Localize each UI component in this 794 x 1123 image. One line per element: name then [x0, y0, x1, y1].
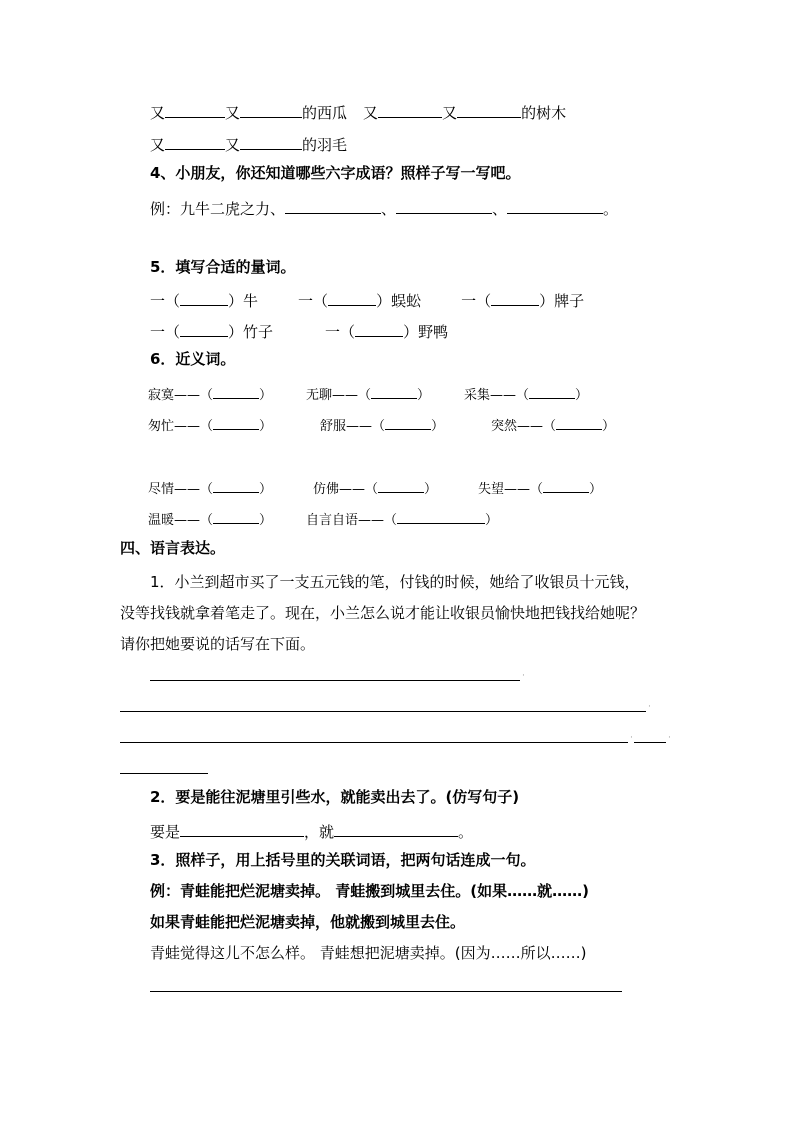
blank[interactable] [180, 822, 304, 837]
yi-open: 一（ [150, 323, 181, 341]
blank[interactable] [213, 480, 259, 493]
blank[interactable] [328, 291, 376, 306]
close: ） [539, 292, 555, 310]
sep: 、 [492, 200, 508, 218]
q6-title: 6．近义词。 [150, 350, 236, 368]
section-4-title: 四、语言表达。 [120, 539, 226, 557]
item-yeya: 野鸭 [418, 323, 449, 341]
sep: 、 [381, 200, 397, 218]
shumu-text: 的树木 [521, 104, 567, 122]
you-text: 又 [225, 104, 241, 122]
blank[interactable] [457, 103, 521, 118]
close: ） [403, 323, 419, 341]
syn-fangfu: 仿佛——（ ） [313, 482, 438, 497]
blank[interactable] [378, 103, 442, 118]
syn-jimo: 寂寞——（ ） [148, 388, 273, 403]
s4-q1-line-2: 没等找钱就拿着笔走了。现在，小兰怎么说才能让收银员愉快地把钱找给她呢？ [120, 604, 646, 622]
blank[interactable] [396, 199, 492, 214]
close: ） [228, 292, 244, 310]
s4-q2-fill [150, 822, 473, 840]
s4-q1-line-1: 1．小兰到超市买了一支五元钱的笔，付钱的时候，她给了收银员十元钱， [150, 573, 640, 591]
s4-q3-example: 例：青蛙能把烂泥塘卖掉。 青蛙搬到城里去住。(如果……就……) [150, 882, 589, 900]
blank[interactable] [385, 417, 431, 430]
syn-wennuan: 温暖——（ ） [148, 513, 273, 528]
end: 。 [603, 200, 619, 218]
blank[interactable] [240, 135, 302, 150]
q4-title: 4、小朋友，你还知道哪些六字成语？照样子写一写吧。 [150, 164, 521, 182]
syn-wuliao: 无聊——（ ） [306, 388, 431, 403]
s4-q3-answer: 如果青蛙能把烂泥塘卖掉，他就搬到城里去住。 [150, 913, 466, 931]
close: ） [376, 292, 392, 310]
s4-q3-task: 青蛙觉得这儿不怎么样。 青蛙想把泥塘卖掉。(因为……所以……) [150, 944, 587, 962]
answer-line[interactable] [150, 991, 622, 992]
answer-line[interactable] [150, 680, 520, 681]
blank[interactable] [334, 822, 458, 837]
para-mark: · [522, 671, 525, 681]
q2-b: ，就 [304, 823, 335, 841]
blank[interactable] [371, 386, 417, 399]
q5-row-2 [150, 322, 448, 340]
yi-open: 一（ [325, 323, 356, 341]
xigua-text: 的西瓜 [302, 104, 348, 122]
blank[interactable] [213, 417, 259, 430]
q5-row-1 [150, 291, 584, 309]
blank[interactable] [180, 291, 228, 306]
yi-open: 一（ [461, 292, 492, 310]
blank[interactable] [556, 417, 602, 430]
item-zhuzi: 竹子 [243, 323, 274, 341]
syn-shiwang: 失望——（ ） [478, 482, 603, 497]
answer-line[interactable] [120, 711, 646, 712]
blank[interactable] [180, 322, 228, 337]
you-text: 又 [150, 104, 166, 122]
para-mark: · [630, 733, 633, 743]
syn-caiji: 采集——（ ） [464, 388, 589, 403]
blank[interactable] [165, 103, 225, 118]
q2-a: 要是 [150, 823, 181, 841]
you-text: 又 [442, 104, 458, 122]
s4-q2-title: 2．要是能往泥塘里引些水，就能卖出去了。(仿写句子) [150, 788, 520, 806]
s4-q1-line-3: 请你把她要说的话写在下面。 [120, 635, 316, 653]
s4-q3-title: 3．照样子，用上括号里的关联词语，把两句话连成一句。 [150, 851, 536, 869]
item-niu: 牛 [243, 292, 259, 310]
blank[interactable] [355, 322, 403, 337]
answer-line[interactable] [120, 742, 628, 743]
item-paizi: 牌子 [554, 292, 585, 310]
you-text: 又 [363, 104, 379, 122]
answer-line[interactable] [634, 742, 666, 743]
blank[interactable] [397, 511, 485, 524]
answer-line[interactable] [120, 773, 208, 774]
you-text: 又 [150, 136, 166, 154]
blank[interactable] [491, 291, 539, 306]
yi-open: 一（ [150, 292, 181, 310]
blank[interactable] [165, 135, 225, 150]
para-mark: · [648, 702, 651, 712]
para-mark: · [668, 733, 671, 743]
syn-shufu: 舒服——（ ） [320, 419, 445, 434]
q4-example-line [150, 199, 618, 217]
syn-jinqing: 尽情——（ ） [148, 482, 273, 497]
blank[interactable] [213, 511, 259, 524]
yi-open: 一（ [298, 292, 329, 310]
blank[interactable] [507, 199, 603, 214]
syn-ziyanziyu: 自言自语——（ ） [306, 513, 499, 528]
blank[interactable] [378, 480, 424, 493]
yumao-text: 的羽毛 [302, 136, 348, 154]
item-wugong: 蜈蚣 [391, 292, 422, 310]
syn-congmang: 匆忙——（ ） [148, 419, 273, 434]
blank[interactable] [240, 103, 302, 118]
you-text: 又 [225, 136, 241, 154]
fill-line-yumao [150, 135, 347, 153]
blank[interactable] [543, 480, 589, 493]
q4-example: 例：九牛二虎之力、 [150, 200, 286, 218]
blank[interactable] [529, 386, 575, 399]
blank[interactable] [213, 386, 259, 399]
syn-turan: 突然——（ ） [491, 419, 616, 434]
close: ） [228, 323, 244, 341]
q5-title: 5．填写合适的量词。 [150, 258, 296, 276]
fill-line-xigua-shumu [150, 103, 566, 121]
blank[interactable] [285, 199, 381, 214]
q2-c: 。 [458, 823, 474, 841]
